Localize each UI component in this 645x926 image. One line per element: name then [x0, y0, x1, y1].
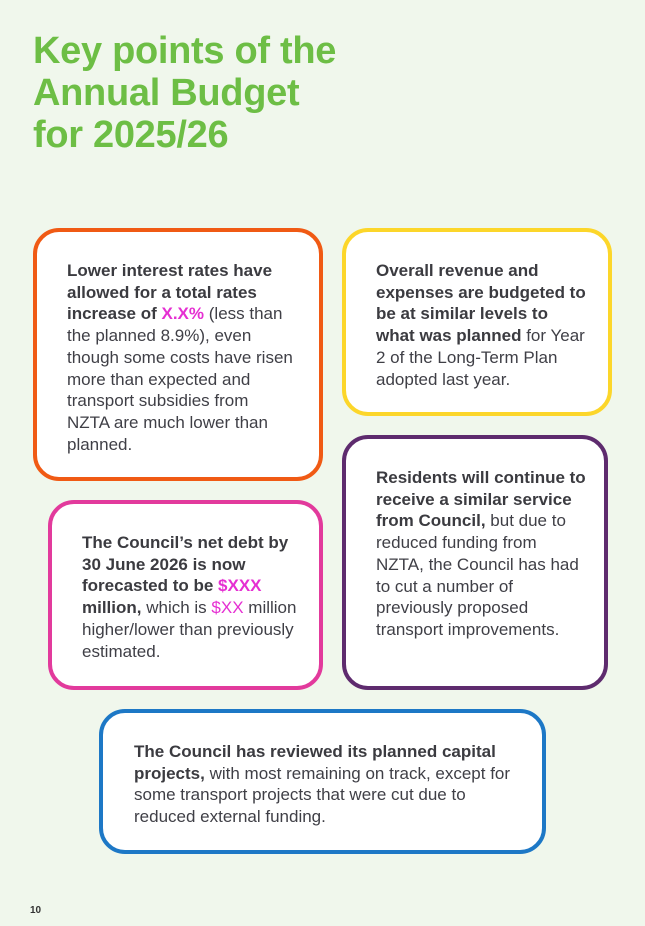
card-net-debt: [48, 500, 323, 690]
card-residents-rest: but due to reduced funding from NZTA, the Council has had to cut a number of previously proposed transport improvements.: [376, 511, 579, 639]
card-rates-text: [67, 260, 295, 455]
card-revenue-rest: for Year 2 of the Long-Term Plan adopted last year.: [376, 326, 585, 389]
card-debt-highlight-difference: $XX: [211, 598, 244, 618]
card-residents-bold: Residents will continue to receive a similar service from Council,: [376, 468, 586, 531]
card-rates-bold: Lower interest rates have allowed for a total rates increase of: [67, 261, 273, 324]
page-title-line-2: Annual Budget: [33, 72, 300, 114]
card-debt-bold-2: million,: [82, 598, 142, 618]
card-debt-highlight-amount: $XXX: [218, 576, 262, 596]
card-revenue-expenses: [342, 228, 612, 416]
page-title-line-3: for 2025/26: [33, 114, 229, 156]
card-debt-bold: The Council’s net debt by 30 June 2026 is now forecasted to be: [82, 533, 289, 596]
card-capital-rest: with most remaining on track, except for some transport projects that were cut due to reduced external funding.: [134, 763, 511, 827]
card-revenue-text: [376, 260, 590, 390]
page-title: [33, 30, 453, 156]
card-debt-rest-1: which is: [141, 598, 212, 618]
card-capital-projects: [99, 709, 546, 854]
card-rates-rest: (less than the planned 8.9%), even though some costs have risen more than expected and transport subsidies from NZTA are much lower than planned.: [67, 304, 293, 454]
card-capital-bold: The Council has reviewed its planned capital projects,: [134, 742, 496, 783]
page-number: 10: [30, 905, 42, 916]
page-title-line-1: Key points of the: [33, 30, 337, 72]
card-debt-rest-2: million higher/lower than previously estimated.: [82, 598, 297, 661]
card-residents-service: [342, 435, 608, 690]
card-rates-increase: [33, 228, 323, 481]
card-debt-text: [82, 532, 301, 662]
card-revenue-bold: Overall revenue and expenses are budgeted to be at similar levels to what was planned: [376, 261, 586, 346]
card-capital-text: [134, 741, 522, 828]
card-residents-text: [376, 467, 586, 641]
card-rates-highlight: X.X%: [161, 304, 205, 324]
